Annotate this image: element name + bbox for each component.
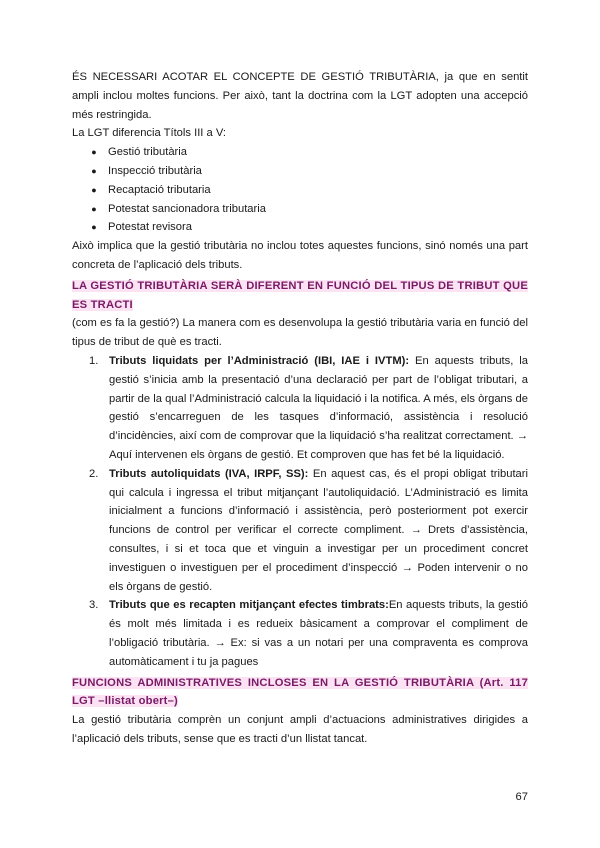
- numbered-item: 1. Tributs liquidats per l’Administració (IBI, IAE i IVTM): En aquests tributs, la gestió s’inicia amb la presentació d’una declaració per part de l’obligat tributari, a partir de la qual l’Administració calcula la liquidació i la notifica. A més, els òrgans de gestió s’encarreguen de les tasques d’informació, assistència i resolució d’incidències, així com de comprovar que la liquidació s’ha realitzat correctament. → Aquí intervenen els òrgans de gestió. Et comproven que has fet bé la liquidació.: [89, 354, 528, 461]
- list-item: ● Recaptació tributaria: [89, 181, 528, 200]
- titles-list: [72, 143, 528, 237]
- after-list-paragraph: Això implica que la gestió tributària no inclou totes aquestes funcions, sinó només una part concreta de l’aplicació dels tributs.: [72, 240, 528, 271]
- page-number: 67: [515, 791, 528, 803]
- heading-tribut-type: [72, 277, 528, 315]
- list-item: ● Potestat sancionadora tributaria: [89, 200, 528, 219]
- item-title: Tributs autoliquidats (IVA, IRPF, SS):: [109, 467, 309, 480]
- bullet-icon: ●: [91, 147, 97, 158]
- tribut-types-list: [72, 352, 528, 672]
- item-title: Tributs que es recapten mitjançant efectes timbrats:: [109, 599, 389, 612]
- numbered-item: 2. Tributs autoliquidats (IVA, IRPF, SS): En aquest cas, és el propi obligat tributari qui calcula i ingressa el tribut mitjançant l’autoliquidació. L’Administració es limita inicialment a funcions d’informació i assistència, però posteriorment pot exercir funcions de control per verificar el correcte compliment. → Drets d’assistència, consultes, i si et toca que et vinguin a investigar per un procediment concret investiguen o investiguen per el procediment d’inspecció → Poden intervenir o no els òrgans de gestió.: [89, 467, 528, 593]
- bullet-icon: ●: [91, 222, 97, 233]
- item-text: En aquests tributs, la gestió s’inicia amb la presentació d’una declaració per part de l’obligat tributari, a partir de la qual l’Administració calcula la liquidació i la notifica. A més, els òrgans de gestió s’encarreguen de les tasques d’informació, assistència i resolució d’incidències, així com de comprovar que la liquidació s’ha realitzat correctament. → Aquí intervenen els òrgans de gestió. Et comproven que has fet bé la liquidació.: [109, 354, 528, 461]
- bullet-icon: ●: [91, 203, 97, 214]
- heading-highlight: LA GESTIÓ TRIBUTÀRIA SERÀ DIFERENT EN FUNCIÓ DEL TIPUS DE TRIBUT QUE ES TRACTI: [72, 279, 528, 311]
- intro-paragraph: ÉS NECESSARI ACOTAR EL CONCEPTE DE GESTIÓ TRIBUTÀRIA, ja que en sentit ampli inclou moltes funcions. Per això, tant la doctrina com la LGT adopten una accepció més restringida.: [72, 71, 528, 121]
- item-text: En aquests tributs, la gestió és molt més limitada i es redueix bàsicament a comprovar el compliment de l’obligació tributària. → Ex: si vas a un notari per una compraventa es comprova automàticament i tu ja pagues: [109, 599, 528, 668]
- item-title: Tributs liquidats per l’Administració (IBI, IAE i IVTM):: [109, 354, 410, 367]
- numbered-item: 3. Tributs que es recapten mitjançant efectes timbrats:En aquests tributs, la gestió és molt més limitada i es redueix bàsicament a comprovar el compliment de l’obligació tributària. → Ex: si vas a un notari per una compraventa es comprova automàticament i tu ja pagues: [89, 599, 528, 668]
- bullet-icon: ●: [91, 165, 97, 176]
- list-item: ● Potestat revisora: [89, 218, 528, 237]
- bullet-icon: ●: [91, 184, 97, 195]
- item-text: En aquest cas, és el propi obligat tributari qui calcula i ingressa el tribut mitjançant l’autoliquidació. L’Administració es limita inicialment a funcions d’informació i assistència, però posteriorment pot exercir funcions de control per verificar el correcte compliment. → Drets d’assistència, consultes, i si et toca que et vinguin a investigar per un procediment concret investiguen o investiguen per el procediment d’inspecció → Poden intervenir o no els òrgans de gestió.: [109, 467, 528, 593]
- closing-paragraph: La gestió tributària comprèn un conjunt ampli d’actuacions administratives dirigides a l’aplicació dels tributs, sense que es tracti d’un llistat tancat.: [72, 714, 528, 745]
- heading-highlight: FUNCIONS ADMINISTRATIVES INCLOSES EN LA GESTIÓ TRIBUTÀRIA (Art. 117 LGT –llistat obert–): [72, 676, 528, 708]
- page-content: [72, 68, 528, 749]
- heading-admin-functions: [72, 674, 528, 712]
- list-item: ● Gestió tributària: [89, 143, 528, 162]
- heading1-intro: (com es fa la gestió?) La manera com es desenvolupa la gestió tributària varia en funció del tipus de tribut de què es tracti.: [72, 317, 528, 349]
- list-item: ● Inspecció tributària: [89, 162, 528, 181]
- lgt-line: La LGT diferencia Títols III a V:: [72, 127, 227, 140]
